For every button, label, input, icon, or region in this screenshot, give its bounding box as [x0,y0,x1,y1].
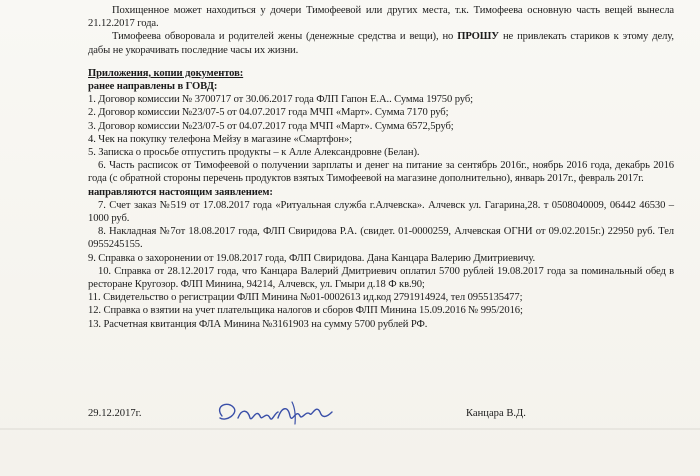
handwritten-signature [208,396,348,432]
list-item: 9. Справка о захоронении от 19.08.2017 года, ФЛП Свиридова. Дана Канцара Валерию Дмитриевичу. [88,252,536,264]
paragraph-stolen-items: Похищенное может находиться у дочери Тимофеевой или других места, т.к. Тимофеева основную часть вещей вынесла 21.12.2017 года. [88,5,674,30]
paragraph-request-bold: ПРОШУ [457,31,499,43]
paragraph-request-post: не привлекать стариков к этому делу, дабы не укорачивать последние часы их жизни. [88,31,674,56]
list-item: 2. Договор комиссии №23/07-5 от 04.07.2017 года МЧП «Март». Сумма 7170 руб; [88,107,449,119]
section-sent-title: направляются настоящим заявлением: [88,186,273,198]
list-item: 5. Записка о просьбе отпустить продукты – к Алле Александровне (Белан). [88,147,420,159]
list-item: 4. Чек на покупку телефона Мейзу в магазине «Смартфон»; [88,133,353,145]
list-item: 8. Накладная №7от 18.08.2017 года, ФЛП Свиридова Р.А. (свидет. 01-0000259, Алчевская ОГНИ от 09.02.2015г.) 22950 руб. Тел 0955245155. [88,226,674,251]
list-item: 1. Договор комиссии № 3700717 от 30.06.2017 года ФЛП Гапон Е.А.. Сумма 19750 руб; [88,94,473,106]
attachments-title: Приложения, копии документов: [88,67,244,79]
paragraph-request-pre: Тимофеева обворовала и родителей жены (денежные средства и вещи), но [112,31,458,43]
signature-block [88,408,674,448]
list-item: 6. Часть расписок от Тимофеевой о получении зарплаты и денег на питание за сентябрь 2016г., ноябрь 2016 года, декабрь 2016 года (с обратной стороны перечень продуктов взятых Тимофеевой на магазине дополнительно), январь 2017г., февраль 2017г. [88,160,674,185]
list-item: 7. Счет заказ №519 от 17.08.2017 года «Ритуальная служба г.Алчевска». Алчевск ул. Гагарина,28. т 0508040009, 06442 46530 – 1000 руб. [88,199,674,225]
signer-name: Канцара В.Д. [466,408,526,419]
paragraph-request [88,30,674,56]
list-item: 11. Свидетельство о регистрации ФЛП Минина №01-0002613 ид.код 2791914924, тел 0955135477; [88,292,523,304]
document-body [88,4,674,331]
list-item: 3. Договор комиссии №23/07-5 от 04.07.2017 года МЧП «Март». Сумма 6572,5руб; [88,120,454,132]
list-item: 10. Справка от 28.12.2017 года, что Канцара Валерий Дмитриевич оплатил 5700 рублей 19.08.2017 года за поминальный обед в ресторане Кругозор. ФЛП Минина, 94214, Алчевск, ул. Гмыри д.18 Ф кв.90; [88,265,674,291]
section-govd-title: ранее направлены в ГОВД: [88,81,218,93]
list-item: 12. Справка о взятии на учет плательщика налогов и сборов ФЛП Минина 15.09.2016 № 995/2016; [88,305,523,317]
list-item: 13. Расчетная квитанция ФЛА Минина №3161903 на сумму 5700 рублей РФ. [88,318,428,330]
signature-date: 29.12.2017г. [88,408,142,419]
